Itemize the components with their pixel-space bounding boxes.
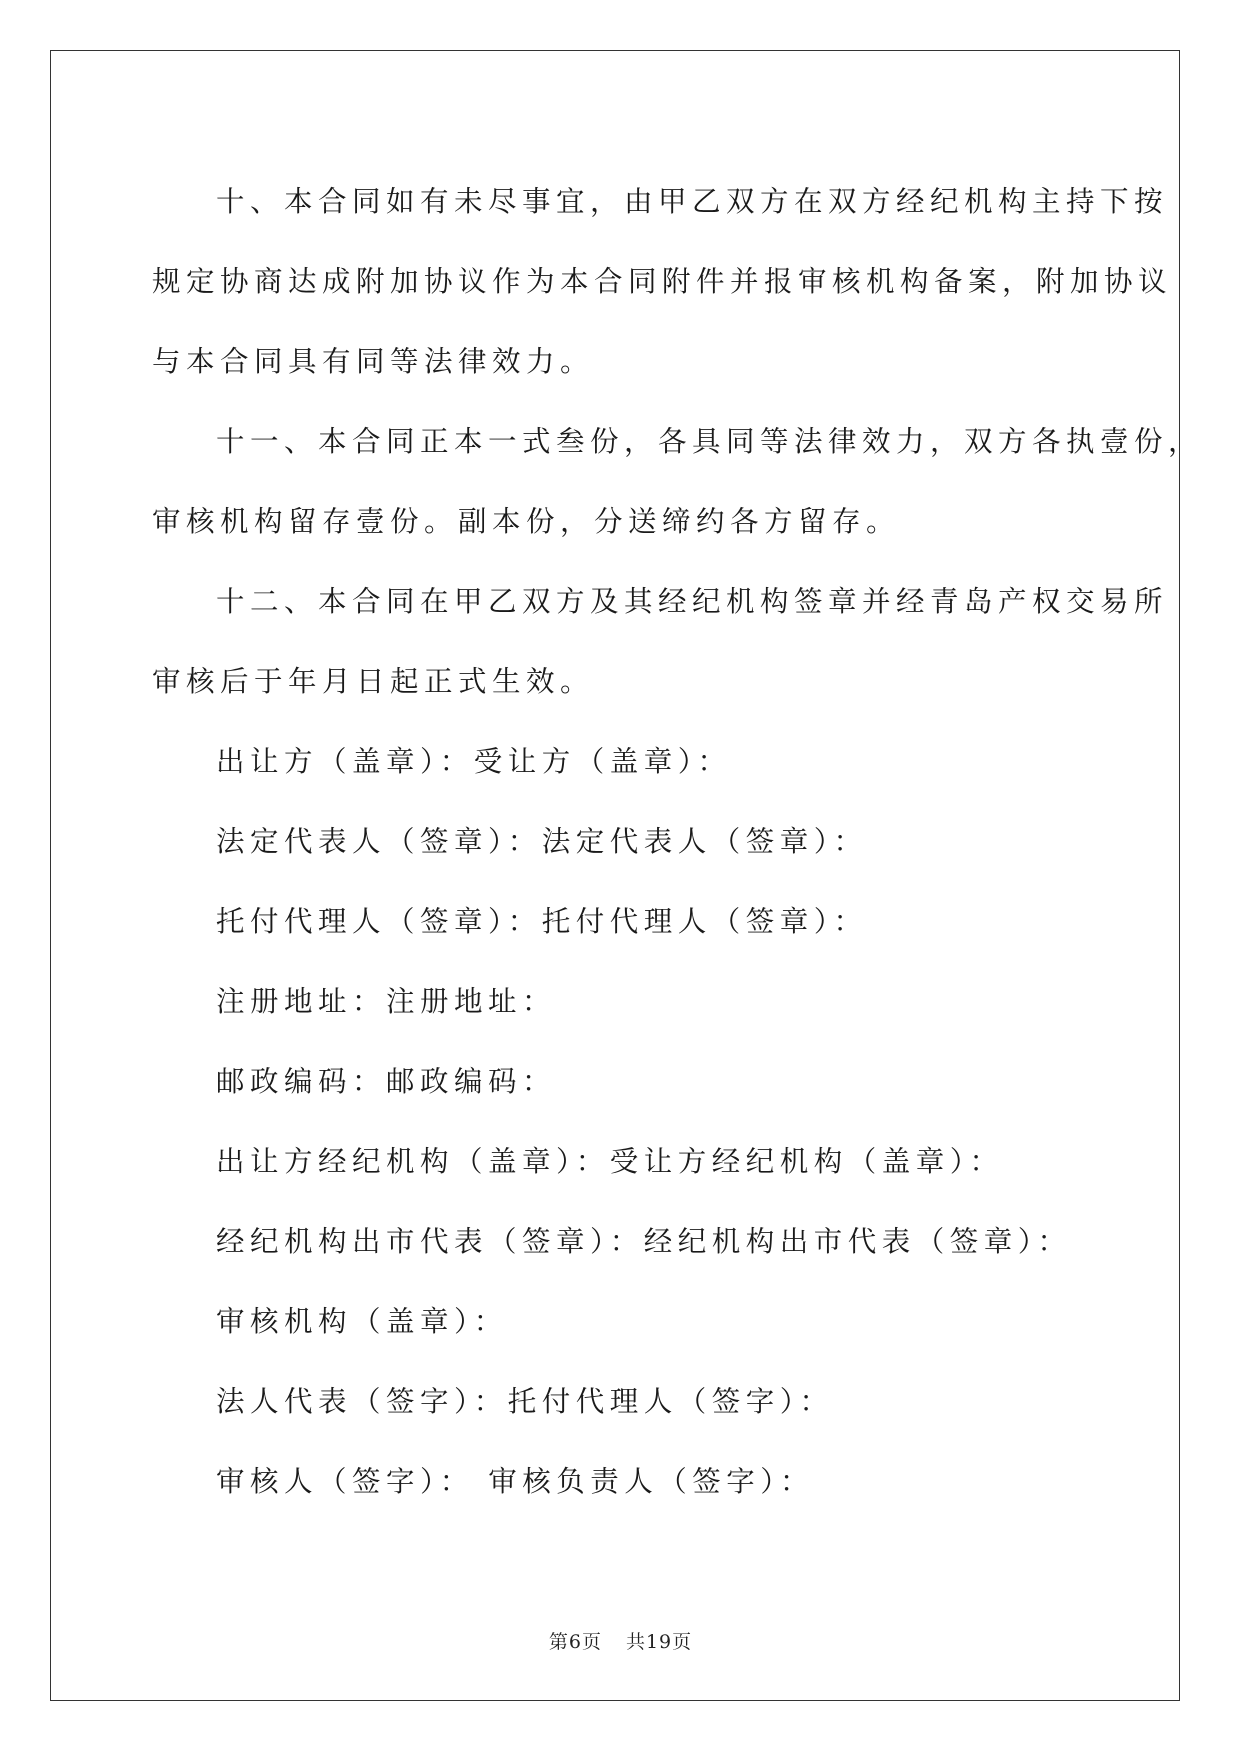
- clause-12-line-1: 十二、本合同在甲乙双方及其经纪机构签章并经青岛产权交易所: [216, 585, 1169, 618]
- signature-broker-agency: 出让方经纪机构（盖章）：受让方经纪机构（盖章）：: [216, 1145, 1004, 1178]
- clause-12: [152, 562, 1169, 722]
- signature-reviewer: 审核人（签字）： 审核负责人（签字）：: [216, 1465, 815, 1498]
- clause-11-line-1: 十一、本合同正本一式叁份，各具同等法律效力，双方各执壹份，: [216, 425, 1203, 458]
- clause-10: [152, 162, 1173, 402]
- signature-postal-code: 邮政编码：邮政编码：: [216, 1065, 557, 1098]
- signature-legal-person: 法人代表（签字）：托付代理人（签字）：: [216, 1385, 834, 1418]
- document-body: [152, 162, 1203, 1522]
- page-total: 共19页: [625, 1631, 693, 1653]
- signature-legal-representative: 法定代表人（签章）：法定代表人（签章）：: [216, 825, 868, 858]
- signature-seller-buyer: 出让方（盖章）：受让方（盖章）：: [216, 745, 732, 778]
- signature-authorized-agent: 托付代理人（签章）：托付代理人（签章）：: [216, 905, 868, 938]
- clause-12-line-2: 审核后于年月日起正式生效。: [152, 665, 595, 698]
- clause-10-line-3: 与本合同具有同等法律效力。: [152, 345, 595, 378]
- signature-broker-representative: 经纪机构出市代表（签章）：经纪机构出市代表（签章）：: [216, 1225, 1072, 1258]
- page-footer: [0, 1627, 1241, 1654]
- clause-11: [152, 402, 1203, 562]
- clause-11-line-2: 审核机构留存壹份。副本份，分送缔约各方留存。: [152, 505, 901, 538]
- signature-review-agency: 审核机构（盖章）：: [216, 1305, 508, 1338]
- page-number: 第6页: [548, 1631, 602, 1653]
- signature-registered-address: 注册地址：注册地址：: [216, 985, 557, 1018]
- clause-10-line-2: 规定协商达成附加协议作为本合同附件并报审核机构备案，附加协议: [152, 265, 1173, 298]
- clause-10-line-1: 十、本合同如有未尽事宜，由甲乙双方在双方经纪机构主持下按: [216, 185, 1169, 218]
